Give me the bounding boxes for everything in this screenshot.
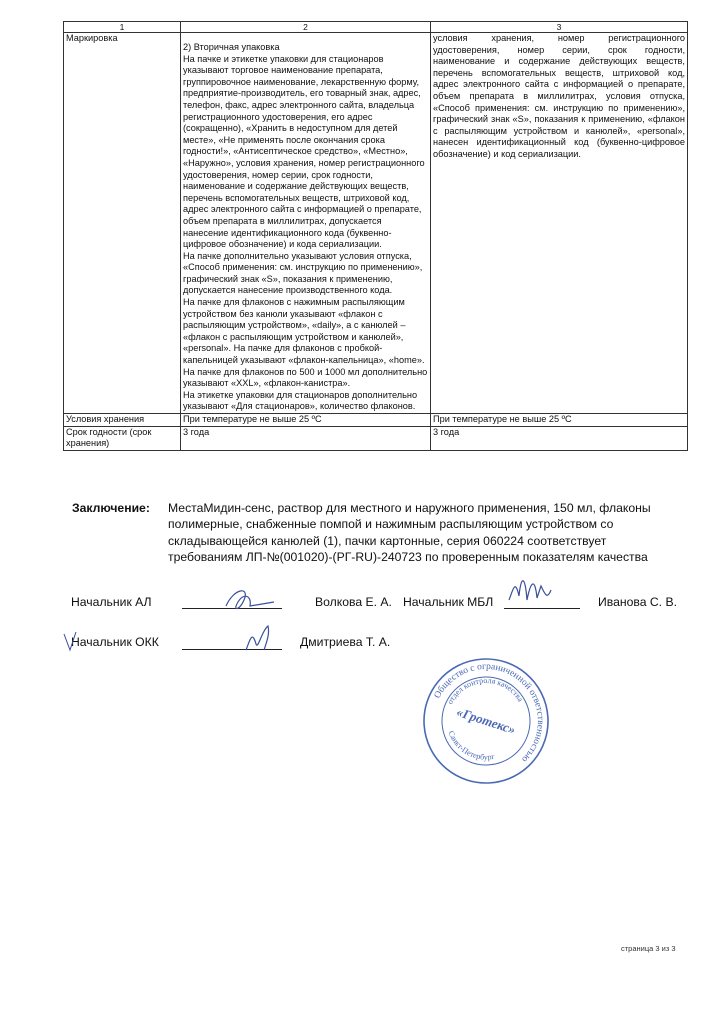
al-name: Волкова Е. А. (315, 595, 392, 609)
table-cell: 3 года (431, 426, 688, 450)
signature-okk (240, 620, 280, 656)
table-row (64, 426, 688, 450)
marking-actual: условия хранения, номер регистрационного удостоверения, номер серии, срок годности, наименование и содержание действующих веществ, перечень вспомогательных веществ, штриховой код, адрес электронного сайта с информацией о препарате, объем препарата в миллилитрах, условия отпуска, «Способ применения: см. инструкцию по применению», графический знак «S», показания к применению, «флакон с распыляющим устройством и канюлей», «personal», нанесен идентификационный код (буквенно-цифровое обозначение) и код сериализации. (431, 33, 688, 414)
paragraph: На пачке и этикетке упаковки для стационаров указывают торговое наименование препарата, группировочное наименование, лекарственную форму, предприятие-производитель, его товарный знак, адрес, телефон, факс, адрес электронного сайта, владельца регистрационного удостоверения, его адрес (сокращенно), «Хранить в недоступном для детей месте», «Не применять после окончания срока годности!», «Антисептическое средство», «Местно», «Наружно», условия хранения, номер регистрационного удостоверения, номер серии, срок годности, наименование и содержание действующих веществ, перечень вспомогательных веществ, штриховой код, адрес электронного сайта с информацией о препарате, объем препарата в миллилитрах, допускается нанесение идентификационного кода (буквенно-цифровое обозначение) и кода сериализации. (183, 53, 425, 250)
al-title: Начальник АЛ (71, 595, 152, 609)
paragraph: На этикетке упаковки для стационаров дополнительно указывают «Для стационаров», количество флаконов. (183, 389, 418, 412)
signature-al (222, 584, 282, 616)
conclusion-text: МестаМидин-сенс, раствор для местного и наружного применения, 150 мл, флаконы полимерные, снабженные помпой и нажимным распыляющим устройством со складывающейся канюлей (1), пачки картонные, серия 060224 соответствует требованиям ЛП-№(001020)-(РГ-RU)-240723 по проверенным показателям качества (168, 501, 651, 565)
row-label: Срок годности (срок хранения) (64, 426, 181, 450)
properties-table (63, 21, 688, 451)
table-header-row (64, 22, 688, 33)
mbl-title: Начальник МБЛ (403, 595, 494, 609)
seal-inner-text: отдел контроля качества (445, 675, 526, 706)
table-row (64, 414, 688, 427)
column-header: 1 (64, 22, 181, 33)
paragraph: 2) Вторичная упаковка (183, 42, 280, 52)
column-header: 2 (181, 22, 431, 33)
okk-title: Начальник ОКК (71, 635, 159, 649)
seal-bottom-text: Санкт-Петербург (446, 729, 496, 762)
company-seal (420, 655, 552, 787)
table-row (64, 33, 688, 414)
signature-mbl (505, 570, 555, 610)
page-number: страница 3 из 3 (621, 944, 676, 953)
tick-mark (62, 630, 78, 654)
paragraph: На пачке для флаконов с нажимным распыляющим устройством без канюли указывают «флакон с распыляющим устройством», «daily», а с канюлей – «флакон с распыляющим устройством и канюлей», «personal». На пачке для флаконов с пробкой-капельницей указывают «флакон-капельница», «home». На пачке для флаконов по 500 и 1000 мл дополнительно указывают «XXL», «флакон-канистра». (183, 297, 428, 389)
column-header: 3 (431, 22, 688, 33)
conclusion-label: Заключение: (72, 501, 150, 515)
table-cell: При температуре не выше 25 ºС (431, 414, 688, 427)
seal-center-text: «Гротекс» (454, 703, 518, 738)
marking-requirements (181, 33, 431, 414)
table-cell: При температуре не выше 25 ºС (181, 414, 431, 427)
row-label: Маркировка (64, 33, 181, 414)
mbl-name: Иванова С. В. (598, 595, 677, 609)
row-label: Условия хранения (64, 414, 181, 427)
paragraph: На пачке дополнительно указывают условия отпуска, «Способ применения: см. инструкцию по применению», графический знак «S», показания к применению, допускается нанесение производственного кода. (183, 250, 423, 296)
okk-name: Дмитриева Т. А. (300, 635, 391, 649)
table-cell: 3 года (181, 426, 431, 450)
seal-outer-text: Общество с ограниченной ответственностью (432, 661, 546, 764)
